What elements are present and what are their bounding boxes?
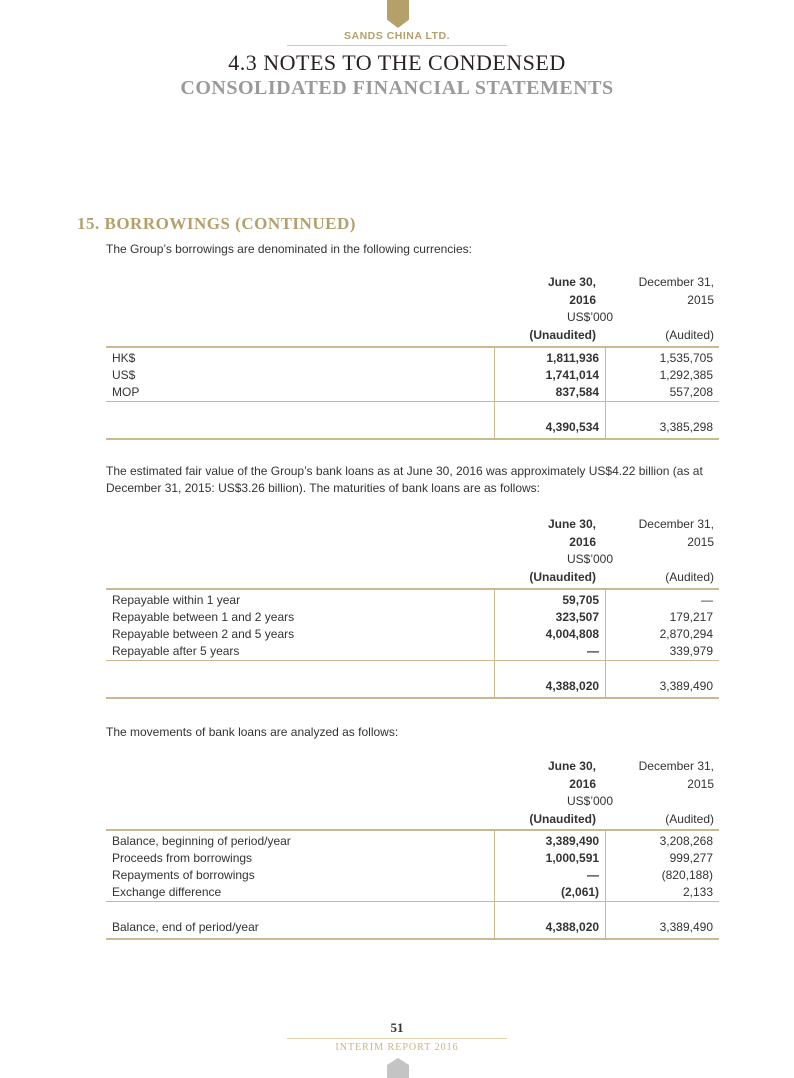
value-jun2016: 59,705 bbox=[495, 589, 606, 609]
footer-divider bbox=[287, 1038, 507, 1039]
spacer-row bbox=[106, 402, 719, 420]
value-dec2015: 3,208,268 bbox=[606, 830, 719, 850]
col1-header-line1: June 30, bbox=[547, 759, 596, 773]
section-heading: 15. BORROWINGS (CONTINUED) bbox=[77, 214, 356, 233]
value-jun2016: 1,000,591 bbox=[495, 850, 606, 867]
value-dec2015: 2,133 bbox=[606, 884, 719, 902]
value-dec2015: 1,535,705 bbox=[606, 347, 719, 367]
value-jun2016: 1,741,014 bbox=[495, 367, 606, 384]
spacer-row bbox=[106, 902, 719, 920]
col1-status: (Unaudited) bbox=[529, 811, 596, 826]
movements-table bbox=[106, 829, 719, 940]
value-jun2016: — bbox=[495, 643, 606, 661]
total-row bbox=[106, 419, 719, 439]
spacer-row bbox=[106, 661, 719, 679]
value-jun2016: 1,811,936 bbox=[495, 347, 606, 367]
table-row bbox=[106, 850, 719, 867]
table-row bbox=[106, 384, 719, 402]
row-label: Proceeds from borrowings bbox=[112, 851, 253, 865]
value-dec2015: 2,870,294 bbox=[606, 626, 719, 643]
table-row bbox=[106, 867, 719, 884]
value-dec2015: 557,208 bbox=[606, 384, 719, 402]
row-label: Repayments of borrowings bbox=[112, 868, 255, 882]
maturities-table-header bbox=[480, 516, 720, 586]
value-dec2015: 999,277 bbox=[606, 850, 719, 867]
total-label bbox=[106, 419, 495, 439]
total-dec2015: 3,389,490 bbox=[606, 678, 719, 698]
value-dec2015: — bbox=[606, 589, 719, 609]
section-intro: The Group’s borrowings are denominated in the following currencies: bbox=[106, 242, 472, 256]
table-row bbox=[106, 347, 719, 367]
col1-status: (Unaudited) bbox=[529, 569, 596, 584]
total-dec2015: 3,389,490 bbox=[606, 919, 719, 939]
total-jun2016: 4,390,534 bbox=[495, 419, 606, 439]
col1-header-line1: June 30, bbox=[547, 275, 596, 289]
table-row bbox=[106, 609, 719, 626]
col1-header-line2: 2016 bbox=[569, 776, 596, 791]
maturities-table bbox=[106, 588, 719, 699]
col2-header-line2: 2015 bbox=[687, 292, 714, 307]
col2-header-line1: December 31, bbox=[638, 275, 714, 289]
page-title-line1: 4.3 NOTES TO THE CONDENSED bbox=[228, 50, 566, 75]
table-row bbox=[106, 830, 719, 850]
fair-value-paragraph: The estimated fair value of the Group’s bank loans as at June 30, 2016 was approximately US$4.22 billion (as at December 31, 2015: US$3.26 billion). The maturities of bank loans are as follows: bbox=[106, 464, 703, 495]
total-row bbox=[106, 919, 719, 939]
value-jun2016: 4,004,808 bbox=[495, 626, 606, 643]
table-row bbox=[106, 643, 719, 661]
col2-header-line1: December 31, bbox=[638, 517, 714, 531]
total-label: Balance, end of period/year bbox=[106, 919, 495, 939]
col2-header-line1: December 31, bbox=[638, 759, 714, 773]
header-divider bbox=[287, 45, 507, 46]
brand-name: SANDS CHINA LTD. bbox=[344, 30, 450, 42]
row-label: Repayable between 2 and 5 years bbox=[112, 627, 295, 641]
unit-label: US$’000 bbox=[566, 794, 614, 808]
row-label: HK$ bbox=[106, 347, 495, 367]
row-label: Balance, beginning of period/year bbox=[106, 830, 495, 850]
page-title-line2: CONSOLIDATED FINANCIAL STATEMENTS bbox=[180, 77, 614, 99]
total-dec2015: 3,385,298 bbox=[606, 419, 719, 439]
col1-status: (Unaudited) bbox=[529, 327, 596, 342]
row-label: Repayable after 5 years bbox=[112, 644, 240, 658]
total-jun2016: 4,388,020 bbox=[495, 919, 606, 939]
total-row bbox=[106, 678, 719, 698]
row-label: US$ bbox=[112, 368, 136, 382]
unit-label: US$’000 bbox=[566, 310, 614, 324]
table-row bbox=[106, 626, 719, 643]
value-jun2016: 323,507 bbox=[495, 609, 606, 626]
table-row bbox=[106, 589, 719, 609]
currencies-table-header bbox=[480, 274, 720, 344]
value-jun2016: 837,584 bbox=[495, 384, 606, 402]
row-label: Exchange difference bbox=[112, 885, 222, 899]
row-label: Repayable between 1 and 2 years bbox=[112, 610, 295, 624]
value-jun2016: — bbox=[495, 867, 606, 884]
col2-status: (Audited) bbox=[665, 569, 714, 584]
movements-table-header bbox=[480, 758, 720, 828]
page-number: 51 bbox=[390, 1020, 404, 1035]
total-label bbox=[106, 678, 495, 698]
col2-header-line2: 2015 bbox=[687, 534, 714, 549]
value-jun2016: (2,061) bbox=[495, 884, 606, 902]
value-dec2015: 1,292,385 bbox=[606, 367, 719, 384]
col2-status: (Audited) bbox=[665, 811, 714, 826]
table-row bbox=[106, 884, 719, 902]
col1-header-line2: 2016 bbox=[569, 292, 596, 307]
row-label: MOP bbox=[112, 385, 140, 399]
col1-header-line2: 2016 bbox=[569, 534, 596, 549]
table-row bbox=[106, 367, 719, 384]
top-bookmark-tab-icon bbox=[387, 0, 409, 28]
row-label: Repayable within 1 year bbox=[106, 589, 495, 609]
col2-header-line2: 2015 bbox=[687, 776, 714, 791]
value-dec2015: 179,217 bbox=[606, 609, 719, 626]
unit-label: US$’000 bbox=[566, 552, 614, 566]
report-name: INTERIM REPORT 2016 bbox=[335, 1042, 459, 1053]
movements-paragraph: The movements of bank loans are analyzed as follows: bbox=[106, 725, 399, 739]
value-dec2015: 339,979 bbox=[606, 643, 719, 661]
value-dec2015: (820,188) bbox=[606, 867, 719, 884]
col2-status: (Audited) bbox=[665, 327, 714, 342]
total-jun2016: 4,388,020 bbox=[495, 678, 606, 698]
col1-header-line1: June 30, bbox=[547, 517, 596, 531]
currencies-table bbox=[106, 346, 719, 440]
bottom-bookmark-tab-icon bbox=[387, 1058, 409, 1078]
value-jun2016: 3,389,490 bbox=[495, 830, 606, 850]
